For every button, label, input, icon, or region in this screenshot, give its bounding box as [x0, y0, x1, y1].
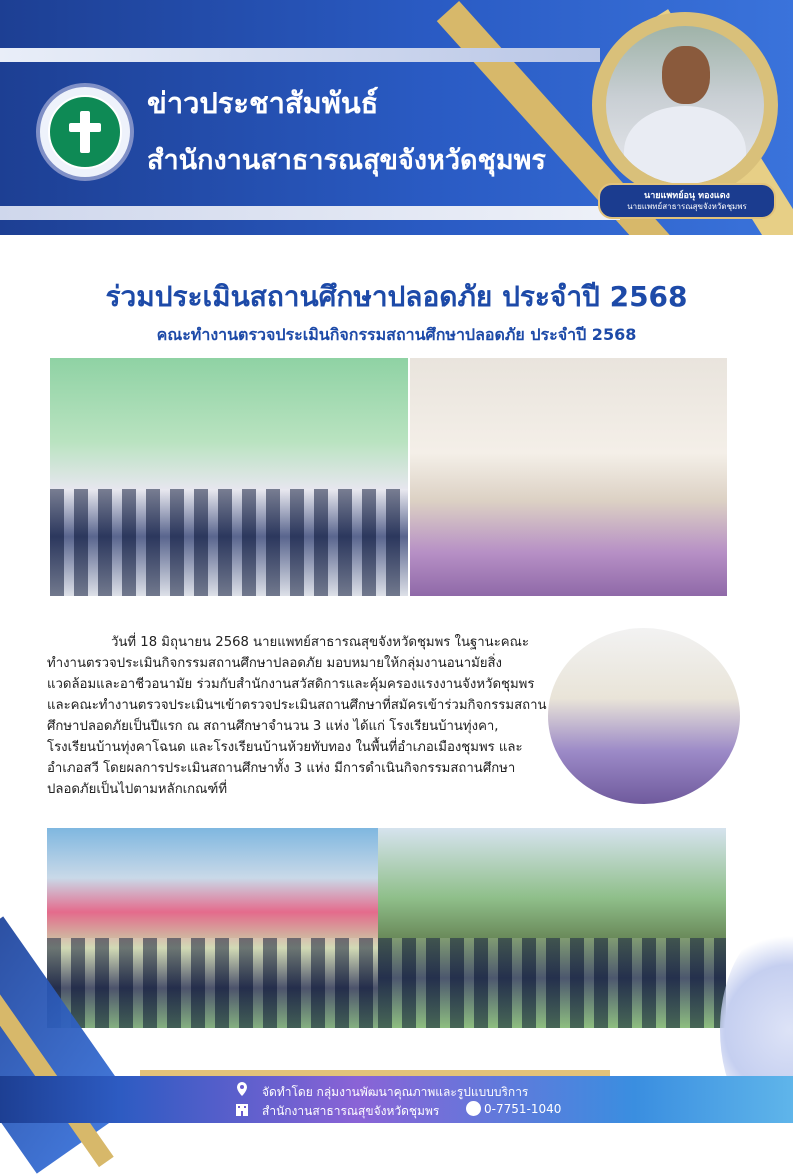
photo-meeting-room-circle: [548, 628, 740, 804]
footer-producer: จัดทำโดย กลุ่มงานพัฒนาคุณภาพและรูปแบบบริการ: [262, 1085, 529, 1099]
person-name: นายแพทย์อนุ ทองแดง: [644, 191, 730, 201]
article-paragraph: วันที่ 18 มิถุนายน 2568 นายแพทย์สาธารณสุขจังหวัดชุมพร ในฐานะคณะทำงานตรวจประเมินกิจกรรมสถานศึกษาปลอดภัย มอบหมายให้กลุ่มงานอนามัยสิ่งแวดล้อมและอาชีวอนามัย ร่วมกับสำนักงานสวัสดิการและคุ้มครองแรงงานจังหวัดชุมพร และคณะทำงานตรวจประเมินฯเข้าตรวจประเมินสถานศึกษาที่สมัครเข้าร่วมกิจกรรมสถานศึกษาปลอดภัยเป็นปีแรก ณ สถานศึกษาจำนวน 3 แห่ง ได้แก่ โรงเรียนบ้านทุ่งคา, โรงเรียนบ้านทุ่งคาโฉนด และโรงเรียนบ้านห้วยทับทอง ในพื้นที่อำเภอเมืองชุมพร และอำเภอสวี โดยผลการประเมินสถานศึกษาทั้ง 3 แห่ง มีการดำเนินกิจกรรมสถานศึกษาปลอดภัยเป็นไปตามหลักเกณฑ์ที่: [47, 635, 547, 797]
article-heading: ร่วมประเมินสถานศึกษาปลอดภัย ประจำปี 2568: [105, 280, 688, 313]
photo-meeting: [410, 358, 727, 596]
header-subtitle: สำนักงานสาธารณสุขจังหวัดชุมพร: [147, 145, 546, 176]
footer-phone: 0-7751-1040: [484, 1102, 562, 1116]
building-icon: [234, 1101, 250, 1117]
photo-group-outdoor: [378, 828, 726, 1028]
article-body: [47, 632, 547, 800]
location-pin-icon: [234, 1081, 250, 1097]
portrait-photo: [606, 26, 764, 184]
header-banner: [0, 0, 793, 235]
person-position: นายแพทย์สาธารณสุขจังหวัดชุมพร: [627, 202, 747, 211]
photo-group-school-sign: [47, 828, 378, 1028]
ministry-logo: [36, 83, 134, 181]
header-stripe-top: [0, 48, 600, 62]
ministry-emblem-icon: [48, 95, 122, 169]
header-stripe-bottom: [0, 206, 620, 220]
portrait-caption: [598, 183, 776, 219]
photo-school-children: [50, 358, 408, 596]
footer-gold-line: [140, 1070, 610, 1076]
article-subheading: คณะทำงานตรวจประเมินกิจกรรมสถานศึกษาปลอดภัย ประจำปี 2568: [156, 325, 637, 344]
footer-bar: [0, 1076, 793, 1123]
header-title: ข่าวประชาสัมพันธ์: [147, 86, 379, 120]
footer-office: สำนักงานสาธารณสุขจังหวัดชุมพร: [262, 1104, 440, 1118]
phone-icon: [466, 1101, 481, 1116]
